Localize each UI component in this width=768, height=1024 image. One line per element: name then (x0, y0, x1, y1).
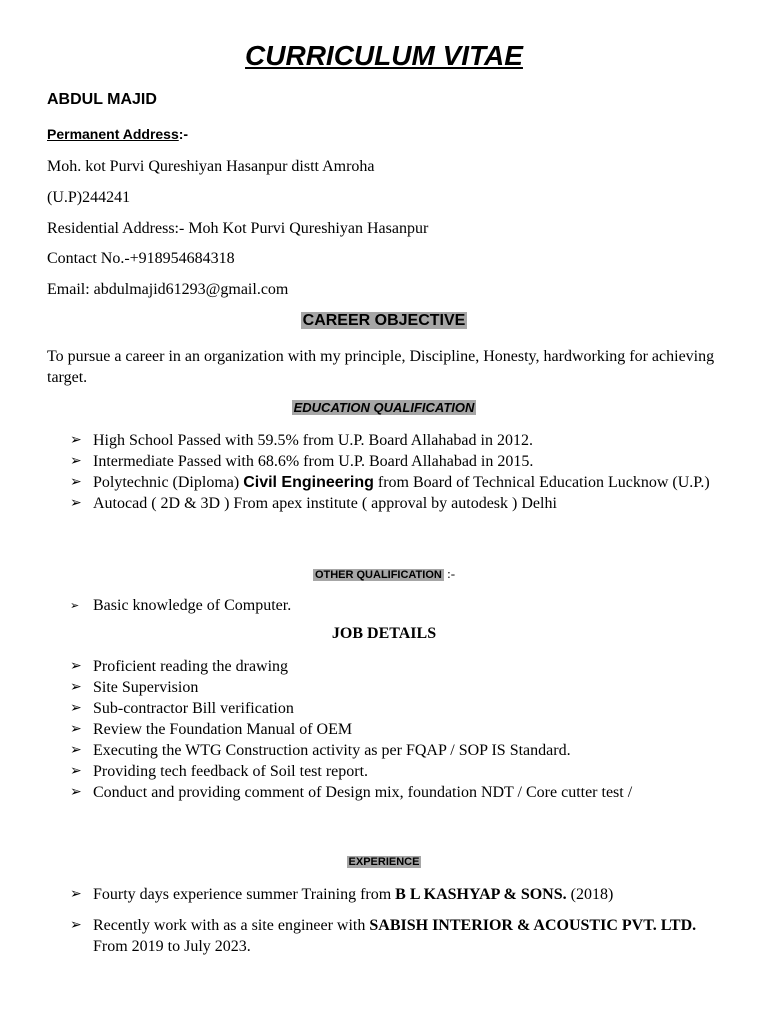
experience-heading (0, 856, 768, 868)
list-item (70, 451, 710, 472)
job-item-text: Proficient reading the drawing (93, 658, 289, 675)
arrow-bullet-icon: ➢ (70, 453, 82, 469)
arrow-bullet-icon: ➢ (70, 886, 82, 902)
list-item (70, 915, 710, 957)
arrow-bullet-icon: ➢ (70, 784, 82, 800)
education-item-text: High School Passed with 59.5% from U.P. Board Allahabad in 2012. (93, 432, 533, 449)
list-item (70, 430, 710, 451)
education-item-text: Polytechnic (Diploma) (93, 474, 244, 491)
list-item (70, 595, 710, 616)
arrow-bullet-icon: ➢ (70, 917, 82, 933)
job-item-text: Conduct and providing comment of Design mix, foundation NDT / Core cutter test / (93, 784, 633, 801)
other-qualification-list (70, 595, 710, 616)
residential-address: Residential Address:- Moh Kot Purvi Qureshiyan Hasanpur (47, 220, 429, 237)
list-item (70, 740, 710, 761)
arrow-bullet-icon: ➢ (70, 495, 82, 511)
education-list (70, 430, 710, 514)
address-line-1: Moh. kot Purvi Qureshiyan Hasanpur distt Amroha (47, 158, 375, 175)
education-item-bold: Civil Engineering (243, 474, 374, 491)
career-objective-heading-text: CAREER OBJECTIVE (302, 312, 466, 329)
list-item (70, 677, 710, 698)
career-objective-text: To pursue a career in an organization with my principle, Discipline, Honesty, hardworking for achieving target. (47, 348, 715, 386)
education-heading-text: EDUCATION QUALIFICATION (293, 400, 475, 415)
other-qualification-heading-text: OTHER QUALIFICATION (314, 569, 442, 581)
list-item (70, 698, 710, 719)
list-item (70, 782, 710, 803)
job-item-text: Sub-contractor Bill verification (93, 700, 294, 717)
other-item-text: Basic knowledge of Computer. (93, 597, 292, 614)
education-item-text: Intermediate Passed with 68.6% from U.P. Board Allahabad in 2015. (93, 453, 534, 470)
career-objective-heading (0, 312, 768, 330)
job-item-text: Executing the WTG Construction activity as per FQAP / SOP IS Standard. (93, 742, 571, 759)
list-item (70, 761, 710, 782)
arrow-bullet-icon: ➢ (70, 763, 82, 779)
education-heading (0, 400, 768, 415)
experience-heading-text: EXPERIENCE (348, 856, 420, 868)
list-item (70, 493, 710, 514)
arrow-bullet-icon: ➢ (70, 679, 82, 695)
list-item (70, 884, 710, 905)
arrow-bullet-icon: ➢ (70, 742, 82, 758)
arrow-bullet-icon: ➢ (70, 432, 82, 448)
address-line-2: (U.P)244241 (47, 189, 131, 206)
job-details-list (70, 656, 710, 803)
document-title: CURRICULUM VITAE (245, 40, 523, 71)
experience-item-text: Fourty days experience summer Training from (93, 886, 396, 903)
contact-number: Contact No.-+918954684318 (47, 250, 235, 267)
experience-item-text: Recently work with as a site engineer with (93, 917, 370, 934)
other-qualification-heading (0, 566, 768, 582)
permanent-address-heading (47, 126, 188, 142)
list-item (70, 656, 710, 677)
education-item-text: from Board of Technical Education Lucknow (U.P.) (373, 474, 710, 491)
experience-company: B L KASHYAP & SONS. (395, 886, 567, 903)
list-item (70, 719, 710, 740)
permanent-address-suffix: :- (178, 126, 189, 142)
job-item-text: Providing tech feedback of Soil test report. (93, 763, 369, 780)
job-details-heading: JOB DETAILS (331, 625, 437, 642)
arrow-bullet-icon: ➢ (70, 599, 80, 612)
arrow-bullet-icon: ➢ (70, 700, 82, 716)
job-item-text: Site Supervision (93, 679, 199, 696)
experience-item-text: From 2019 to July 2023. (93, 938, 251, 955)
job-item-text: Review the Foundation Manual of OEM (93, 721, 353, 738)
experience-item-text: (2018) (566, 886, 614, 903)
arrow-bullet-icon: ➢ (70, 721, 82, 737)
email: Email: abdulmajid61293@gmail.com (47, 281, 289, 298)
permanent-address-label: Permanent Address (47, 126, 179, 142)
other-qualification-suffix: :- (443, 566, 456, 581)
candidate-name: ABDUL MAJID (47, 91, 157, 108)
arrow-bullet-icon: ➢ (70, 474, 82, 490)
experience-company: SABISH INTERIOR & ACOUSTIC PVT. LTD. (369, 917, 697, 934)
arrow-bullet-icon: ➢ (70, 658, 82, 674)
education-item-text: Autocad ( 2D & 3D ) From apex institute ( approval by autodesk ) Delhi (93, 495, 557, 512)
experience-list (70, 884, 710, 967)
list-item (70, 472, 710, 493)
